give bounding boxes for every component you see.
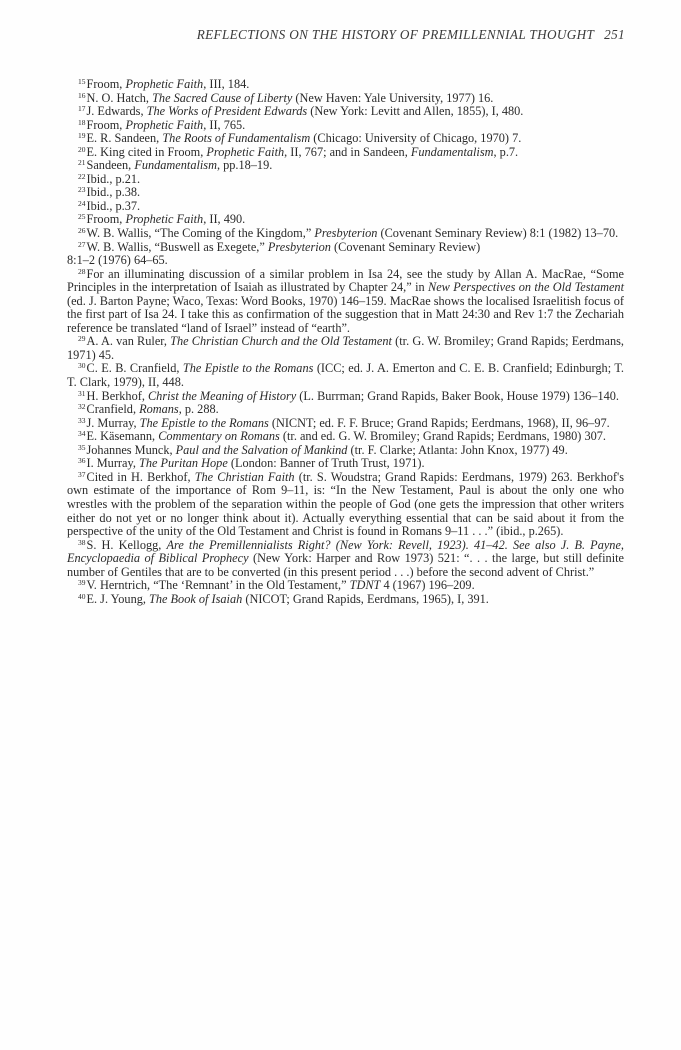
footnote-31 [67,390,624,404]
running-head-title: REFLECTIONS ON THE HISTORY OF PREMILLENNIAL THOUGHT [196,27,595,42]
footnote-text: (tr. and ed. G. W. Bromiley; Grand Rapids; Eerdmans, 1980) 307. [279,429,606,444]
footnote-text: Johannes Munck, [86,442,176,457]
footnote-text: Cranfield, [86,402,140,417]
footnote-text: For an illuminating discussion of a similar problem in Isa 24, see the study by Allan A. MacRae, “Some Principles in the interpretation of Isaiah as illustrated by Chapter 24,” in [67,266,624,295]
footnote-17 [67,105,624,119]
footnote-text: W. B. Wallis, “Buswell as Exegete,” [86,239,268,254]
footnote-text: I. Murray, [86,456,139,471]
footnote-text: Cited in H. Berkhof, [86,469,195,484]
footnote-36 [67,457,624,471]
footnote-title: Are the Premillennialists Right? (New York: Revell, 1923). 41–42. See also J. B. Payne, Encyclopaedia of Biblical Prophecy [67,537,624,566]
footnote-text: (Covenant Seminary Review) 8:1 (1982) 13–70. [377,226,619,241]
footnote-25 [67,213,624,227]
footnote-number: 18 [78,117,86,127]
footnote-title: Christ the Meaning of History [147,388,297,403]
footnote-29 [67,335,624,362]
footnote-text: (L. Burrman; Grand Rapids, Baker Book, House 1979) 136–140. [296,388,619,403]
running-head [100,27,625,43]
footnote-title: Prophetic Faith [125,77,204,91]
footnote-28 [67,268,624,336]
footnote-text: , p. 288. [178,402,219,417]
footnote-text: J. Murray, [86,415,140,430]
footnote-title: Presbyterion [267,239,331,254]
footnote-text: E. Käsemann, [86,429,159,444]
footnote-title: New Perspectives on the Old Testament [428,280,624,295]
footnote-title: The Book of Isaiah [149,591,243,606]
footnote-number: 26 [78,226,86,236]
footnote-number: 34 [78,429,86,439]
footnotes [67,78,624,606]
footnote-text: 4 (1967) 196–209. [380,578,475,593]
footnote-number: 40 [78,591,86,601]
footnote-number: 28 [78,266,86,276]
page-number: 251 [604,27,625,42]
footnote-number: 29 [78,334,86,344]
footnote-title: The Epistle to the Romans [182,361,314,376]
footnote-text: W. B. Wallis, “The Coming of the Kingdom,” [86,226,315,241]
footnote-33 [67,417,624,431]
footnote-number: 30 [78,361,86,371]
footnote-text: , II, 765. [203,117,246,132]
footnote-text: Ibid., p.38. [86,185,141,200]
footnote-22 [67,173,624,187]
footnote-text: (NICNT; ed. F. F. Bruce; Grand Rapids; Eerdmans, 1968), II, 96–97. [268,415,610,430]
footnote-38 [67,539,624,580]
footnote-text: Ibid., p.21. [86,171,141,186]
footnote-32 [67,403,624,417]
footnote-15 [67,78,624,92]
footnote-text: (Covenant Seminary Review) [330,239,481,254]
footnote-text: , p.7. [493,144,519,159]
footnote-number: 23 [78,185,86,195]
footnote-text: (New Haven: Yale University, 1977) 16. [292,90,494,105]
footnote-title: TDNT [349,578,381,593]
footnote-text: , II, 767; and in Sandeen, [284,144,411,159]
footnote-text: (tr. G. W. Bromiley; Grand Rapids; Eerdmans, 1971) 45. [67,334,624,362]
footnote-text: , pp.18–19. [216,158,273,173]
footnote-40 [67,593,624,607]
footnote-text: Froom, [86,117,126,132]
footnote-number: 31 [78,388,86,398]
footnote-text: (London: Banner of Truth Trust, 1971). [227,456,425,471]
footnote-number: 21 [78,158,86,168]
footnote-title: Romans [139,402,179,417]
footnote-title: The Christian Faith [194,469,295,484]
footnote-title: Commentary on Romans [158,429,280,444]
footnote-number: 27 [78,239,86,249]
footnote-text: E. J. Young, [86,591,150,606]
footnote-title: Prophetic Faith [125,117,204,132]
footnote-title: The Works of President Edwards [146,104,308,119]
footnote-title: Prophetic Faith [125,212,204,227]
footnote-text: Ibid., p.37. [86,198,141,213]
footnote-number: 19 [78,131,86,141]
footnote-39 [67,579,624,593]
footnote-27 [67,241,624,268]
footnote-16 [67,92,624,106]
footnote-title: Fundamentalism [134,158,217,173]
footnote-number: 24 [78,198,86,208]
footnote-24 [67,200,624,214]
footnote-title: The Epistle to the Romans [139,415,269,430]
footnote-title: Prophetic Faith [206,144,285,159]
footnote-text: C. E. B. Cranfield, [86,361,183,376]
footnote-text: H. Berkhof, [86,388,148,403]
footnote-text: J. Edwards, [86,104,147,119]
footnote-text: Froom, [86,77,126,91]
footnote-text: E. King cited in Froom, [86,144,207,159]
footnote-title: Fundamentalism [410,144,494,159]
footnote-number: 35 [78,442,86,452]
footnote-number: 16 [78,90,86,100]
footnote-number: 36 [78,456,86,466]
footnote-text: E. R. Sandeen, [86,131,163,146]
footnote-text: N. O. Hatch, [86,90,153,105]
footnote-title: Presbyterion [314,226,378,241]
footnote-30 [67,362,624,389]
footnote-number: 22 [78,171,86,181]
footnote-text: (Chicago: University of Chicago, 1970) 7. [310,131,522,146]
footnote-23 [67,186,624,200]
footnote-text: (tr. F. Clarke; Atlanta: John Knox, 1977) 49. [347,442,568,457]
footnote-21 [67,159,624,173]
footnote-text: , II, 490. [203,212,246,227]
footnote-number: 17 [78,104,86,114]
footnote-text: (New York: Levitt and Allen, 1855), I, 480. [307,104,524,119]
footnote-number: 39 [78,578,86,588]
footnote-text: Froom, [86,212,126,227]
footnote-text: (tr. S. Woudstra; Grand Rapids: Eerdmans, 1979) 263. Berkhof's own estimate of the importance of Rom 9–11, is: “In the New Testament, Paul is about the only one who wrestles with the problem of the separation within the people of God (one gets the impression that other writers either do not yet or no longer think about it). Actually everything essential that can be said about it from the perspective of the unity of the Old Testament and Christ is found in Romans 9–11 . . .” (ibid., p.265). [67,469,625,539]
footnote-number: 15 [78,77,86,86]
footnote-title: The Roots of Fundamentalism [162,131,311,146]
footnote-35 [67,444,624,458]
footnote-title: The Christian Church and the Old Testament [170,334,392,349]
footnote-number: 37 [78,469,86,479]
footnote-number: 32 [78,402,86,412]
footnote-text: (ed. J. Barton Payne; Waco, Texas: Word Books, 1970) 146–159. MacRae shows the localised Israelitish focus of the first part of Isa 24. I take this as confirmation of the suggestion that in Matt 24:30 and Rev 1:7 the Zechariah reference be translated “land of Israel” instead of “earth”. [67,293,624,335]
footnote-number: 33 [78,415,86,425]
footnote-text: S. H. Kellogg, [86,537,167,552]
footnote-text: V. Herntrich, “The ‘Remnant’ in the Old Testament,” [86,578,350,593]
footnote-18 [67,119,624,133]
footnote-20 [67,146,624,160]
footnote-number: 25 [78,212,86,222]
footnote-text: (New York: Harper and Row 1973) 521: “. . . the large, but still definite number of Gentiles that are to be converted (in this present period . . .) before the second advent of Christ.” [67,551,624,579]
footnote-text: , III, 184. [203,77,250,91]
footnote-title: The Sacred Cause of Liberty [152,90,293,105]
footnote-19 [67,132,624,146]
footnote-text: Sandeen, [86,158,135,173]
footnote-34 [67,430,624,444]
footnote-number: 38 [78,537,86,547]
footnote-title: Paul and the Salvation of Mankind [175,442,348,457]
footnote-number: 20 [78,144,86,154]
footnote-continuation: 8:1–2 (1976) 64–65. [67,253,168,268]
footnote-text: (ICC; ed. J. A. Emerton and C. E. B. Cranfield; Edinburgh; T. T. Clark, 1979), II, 448. [67,361,624,390]
footnote-text: (NICOT; Grand Rapids, Eerdmans, 1965), I, 391. [242,591,489,606]
footnote-title: The Puritan Hope [138,456,228,471]
footnote-text: A. A. van Ruler, [86,334,171,349]
footnote-26 [67,227,624,241]
footnote-37 [67,471,624,539]
